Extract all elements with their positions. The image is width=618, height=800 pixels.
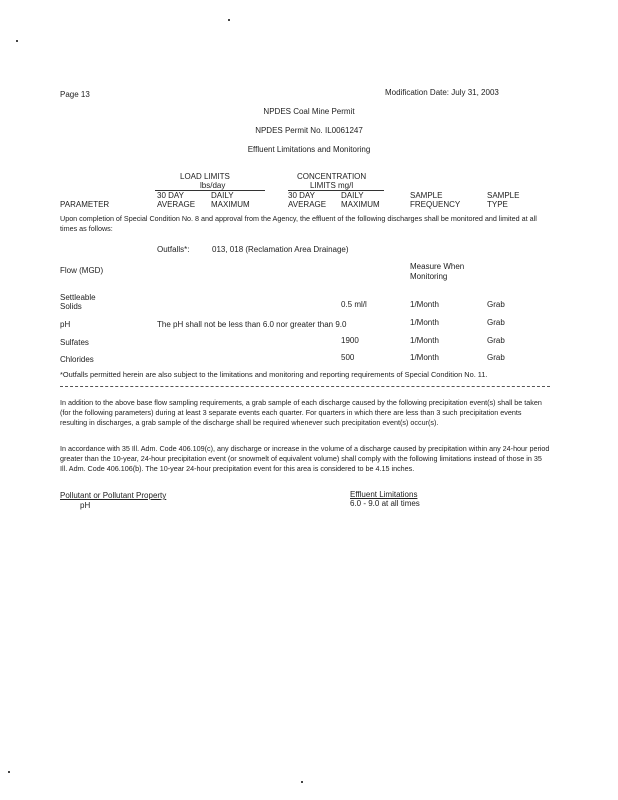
row-chlorides-type: Grab <box>487 353 505 362</box>
scan-speck <box>301 781 303 783</box>
permit-number: NPDES Permit No. IL0061247 <box>255 126 363 135</box>
regulation-paragraph: In accordance with 35 Ill. Adm. Code 406.109(c), any discharge or increase in the volume of a discharge caused by precipitation within any 24-hour period greater than the 10-year, 24-hour precipitation event (or snowmelt of equivalent volume) shall comply with the following limitations instead of those in 35 Ill. Adm. Code 406.106(b). The 10-year 24-hour precipitation event for this area is considered to be 4.15 inches. <box>60 444 550 473</box>
row-ph-parameter: pH <box>60 320 71 329</box>
row-ph-type: Grab <box>487 318 505 327</box>
load-daily-heading-2: MAXIMUM <box>211 200 250 209</box>
row-chlorides-conc-daily: 500 <box>341 353 355 362</box>
conc-30-day-heading: 30 DAY <box>288 191 315 200</box>
scan-speck <box>228 19 230 21</box>
conc-daily-heading-2: MAXIMUM <box>341 200 380 209</box>
row-settleable-parameter: Settleable Solids <box>60 293 96 311</box>
load-30-day-heading-2: AVERAGE <box>157 200 196 209</box>
row-chlorides-parameter: Chlorides <box>60 355 94 364</box>
concentration-heading: CONCENTRATION <box>297 172 367 181</box>
pollutant-heading: Pollutant or Pollutant Property <box>60 491 167 500</box>
precipitation-paragraph: In addition to the above base flow sampling requirements, a grab sample of each discharge caused by the following precipitation event(s) shall be taken (for the following parameters) during at least 3 separate events each quarter. For quarters in which there are less than 3 such precipitation events resulting in discharges, a grab sample of the discharge shall be required whenever such precipitation event(s) occur(s). <box>60 398 542 427</box>
pollutant-value: pH <box>80 501 91 510</box>
conc-30-day-heading-2: AVERAGE <box>288 200 327 209</box>
scan-speck <box>16 40 18 42</box>
parameter-heading: PARAMETER <box>60 200 110 209</box>
sample-type-heading: SAMPLE <box>487 191 520 200</box>
row-sulfates-frequency: 1/Month <box>410 336 439 345</box>
document-title: NPDES Coal Mine Permit <box>263 107 355 116</box>
effluent-limitations-heading: Effluent Limitations <box>350 490 418 499</box>
row-ph-note: The pH shall not be less than 6.0 nor greater than 9.0 <box>157 320 347 329</box>
row-sulfates-type: Grab <box>487 336 505 345</box>
outfall-footnote: *Outfalls permitted herein are also subject to the limitations and monitoring and reporting requirements of Special Condition No. 11. <box>60 370 488 379</box>
row-flow-parameter: Flow (MGD) <box>60 266 104 275</box>
outfall-value: 013, 018 (Reclamation Area Drainage) <box>212 245 349 254</box>
load-daily-heading: DAILY <box>211 191 234 200</box>
concentration-units: LIMITS mg/l <box>310 181 354 190</box>
section-divider <box>60 386 550 387</box>
intro-text: Upon completion of Special Condition No. 8 and approval from the Agency, the effluent of the following discharges shall be monitored and limited at all times as follows: <box>60 214 537 233</box>
row-settleable-conc-daily: 0.5 ml/l <box>341 300 367 309</box>
row-sulfates-conc-daily: 1900 <box>341 336 359 345</box>
document-subtitle: Effluent Limitations and Monitoring <box>247 145 371 154</box>
sample-frequency-heading-2: FREQUENCY <box>410 200 461 209</box>
row-ph-frequency: 1/Month <box>410 318 439 327</box>
modification-date: Modification Date: July 31, 2003 <box>385 88 499 97</box>
load-limits-heading: LOAD LIMITS <box>180 172 230 181</box>
outfall-label: Outfalls*: <box>157 245 190 254</box>
row-settleable-type: Grab <box>487 300 505 309</box>
load-units: lbs/day <box>200 181 226 190</box>
row-flow-frequency: Measure When Monitoring <box>410 262 465 281</box>
row-chlorides-frequency: 1/Month <box>410 353 439 362</box>
sample-type-heading-2: TYPE <box>487 200 508 209</box>
effluent-limitations-value: 6.0 - 9.0 at all times <box>350 499 420 508</box>
page-number: Page 13 <box>60 90 90 99</box>
row-settleable-frequency: 1/Month <box>410 300 439 309</box>
conc-daily-heading: DAILY <box>341 191 364 200</box>
row-sulfates-parameter: Sulfates <box>60 338 89 347</box>
scan-speck <box>8 771 10 773</box>
sample-frequency-heading: SAMPLE <box>410 191 443 200</box>
load-30-day-heading: 30 DAY <box>157 191 184 200</box>
